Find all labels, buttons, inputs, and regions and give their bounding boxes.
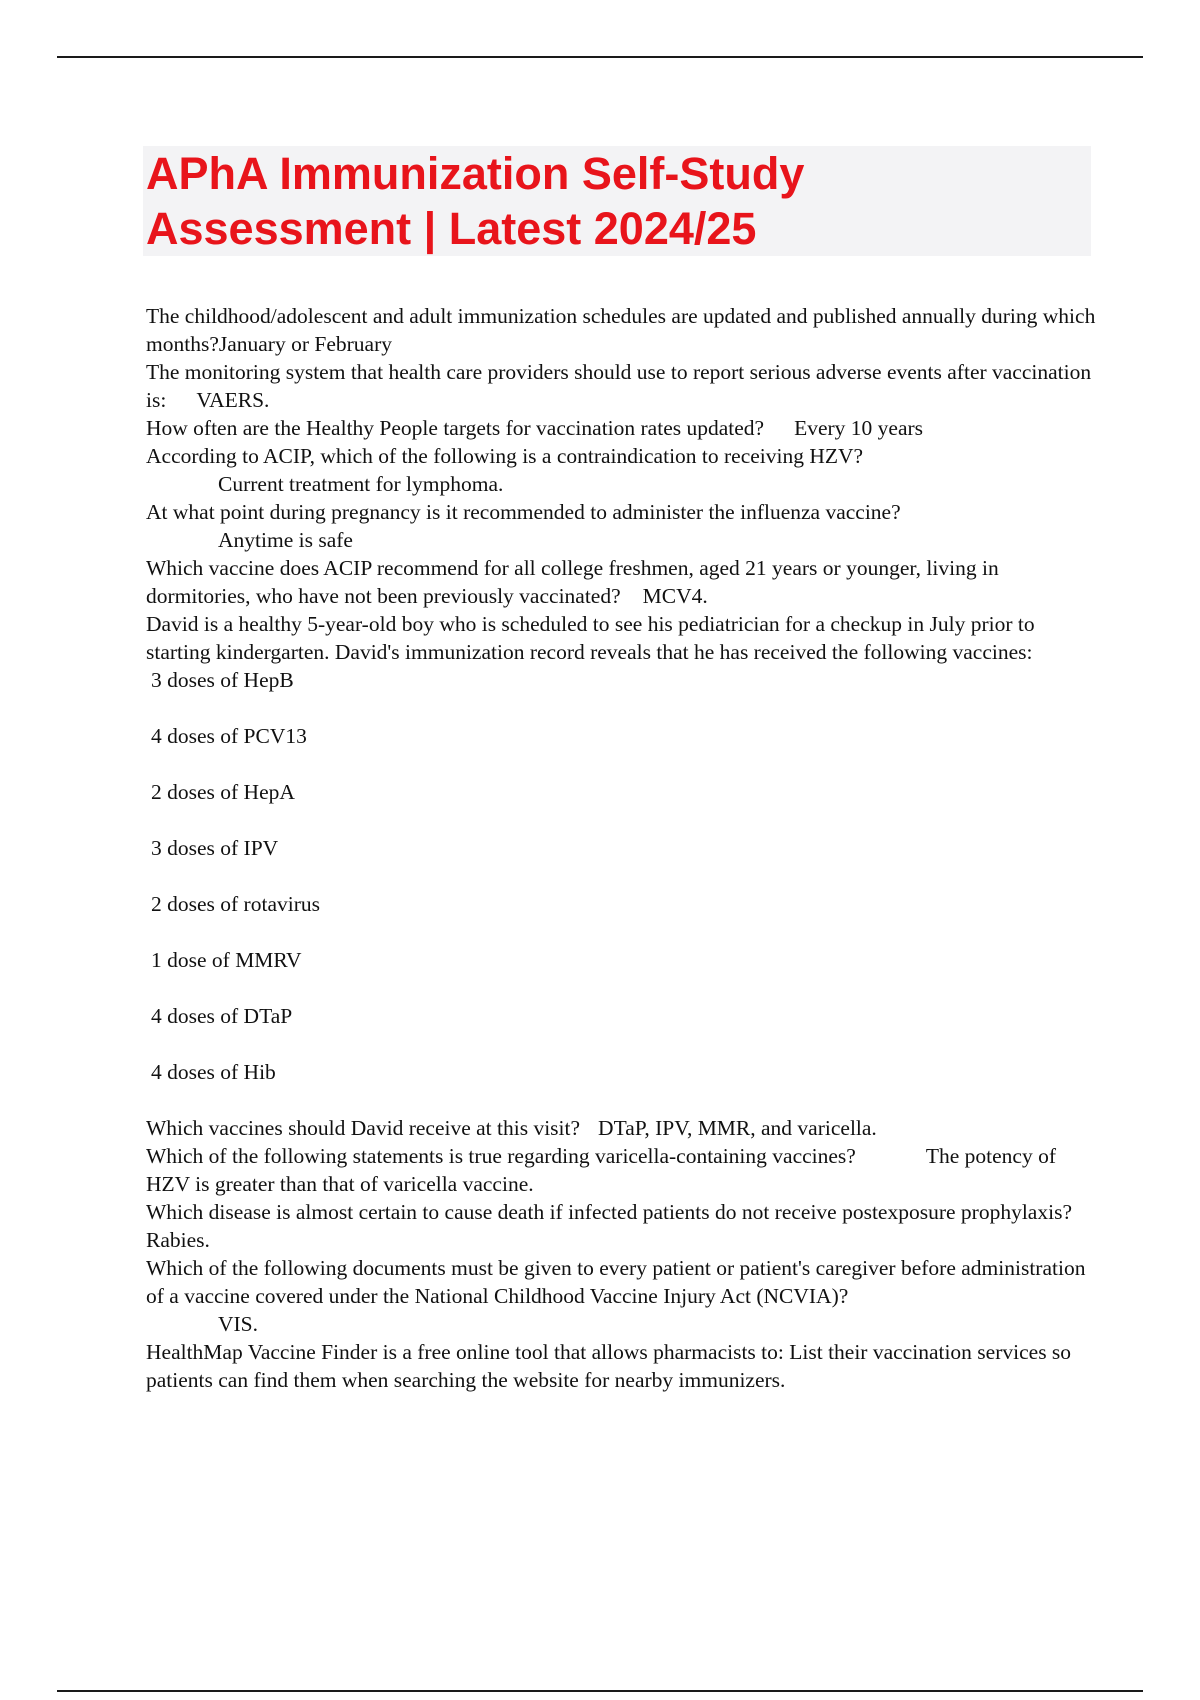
answer-text: Current treatment for lymphoma. — [218, 472, 504, 496]
qa-item — [146, 1142, 1096, 1198]
question-answer-list — [146, 302, 1096, 1394]
qa-item — [146, 554, 1096, 610]
question-text: HealthMap Vaccine Finder is a free online tool that allows pharmacists to: — [146, 1340, 784, 1364]
question-text: How often are the Healthy People targets for vaccination rates updated? — [146, 416, 765, 440]
question-text: Which vaccine does ACIP recommend for all college freshmen, aged 21 years or younger, living in dormitories, who have not been previously vaccinated? — [146, 556, 999, 608]
answer-text: Every 10 years — [794, 416, 924, 440]
title-banner — [143, 146, 1091, 256]
bottom-rule — [57, 1690, 1143, 1692]
title-line-1: APhA Immunization Self-Study — [146, 148, 805, 199]
qa-item — [146, 610, 1096, 666]
document-title — [143, 146, 1091, 256]
answer-text: January or February — [218, 332, 392, 356]
question-text: Which of the following documents must be given to every patient or patient's caregiver before administration of a vaccine covered under the National Childhood Vaccine Injury Act (NCVIA)? — [146, 1256, 1086, 1308]
qa-item — [146, 302, 1096, 358]
answer-text: Anytime is safe — [218, 528, 353, 552]
qa-item — [146, 414, 1096, 442]
qa-item — [146, 1338, 1096, 1394]
top-rule — [57, 56, 1143, 58]
dose-list — [146, 666, 1096, 1086]
question-text: The monitoring system that health care providers should use to report serious adverse events after vaccination is: — [146, 360, 1092, 412]
question-text: At what point during pregnancy is it recommended to administer the influenza vaccine? — [146, 500, 901, 524]
qa-item — [146, 358, 1096, 414]
list-item: 2 doses of rotavirus — [151, 892, 320, 916]
list-item: 3 doses of IPV — [151, 836, 279, 860]
qa-item — [146, 498, 1096, 526]
question-text: According to ACIP, which of the following is a contraindication to receiving HZV? — [146, 444, 864, 468]
qa-item — [146, 1254, 1096, 1310]
answer-text: VAERS. — [196, 388, 270, 412]
answer-text: DTaP, IPV, MMR, and varicella. — [598, 1116, 877, 1140]
question-text: The childhood/adolescent and adult immunization schedules are updated and published annually during which months? — [146, 304, 1096, 356]
list-item: 4 doses of Hib — [151, 1060, 276, 1084]
list-item: 4 doses of PCV13 — [151, 724, 307, 748]
qa-item — [146, 1114, 1096, 1142]
list-item: 4 doses of DTaP — [151, 1004, 293, 1028]
answer-text: VIS. — [218, 1312, 259, 1336]
list-item: 3 doses of HepB — [151, 668, 294, 692]
question-text: Which of the following statements is true regarding varicella-containing vaccines? — [146, 1144, 856, 1168]
question-text: Which vaccines should David receive at this visit? — [146, 1116, 581, 1140]
qa-item — [146, 1198, 1096, 1254]
answer-text: MCV4. — [642, 584, 708, 608]
question-text: Which disease is almost certain to cause death if infected patients do not receive postexposure prophylaxis? — [146, 1200, 1072, 1224]
list-item: 1 dose of MMRV — [151, 948, 302, 972]
answer-text: The potency of HZV is greater than that of varicella vaccine. — [146, 1144, 1056, 1196]
qa-item — [146, 442, 1096, 470]
question-text: David is a healthy 5-year-old boy who is scheduled to see his pediatrician for a checkup in July prior to starting kindergarten. David's immunization record reveals that he has received the following vaccines: — [146, 612, 1035, 664]
title-line-2: Assessment | Latest 2024/25 — [146, 203, 757, 254]
answer-text: Rabies. — [146, 1228, 210, 1252]
list-item: 2 doses of HepA — [151, 780, 295, 804]
answer-text: List their vaccination services so patients can find them when searching the website for nearby immunizers. — [146, 1340, 1072, 1392]
